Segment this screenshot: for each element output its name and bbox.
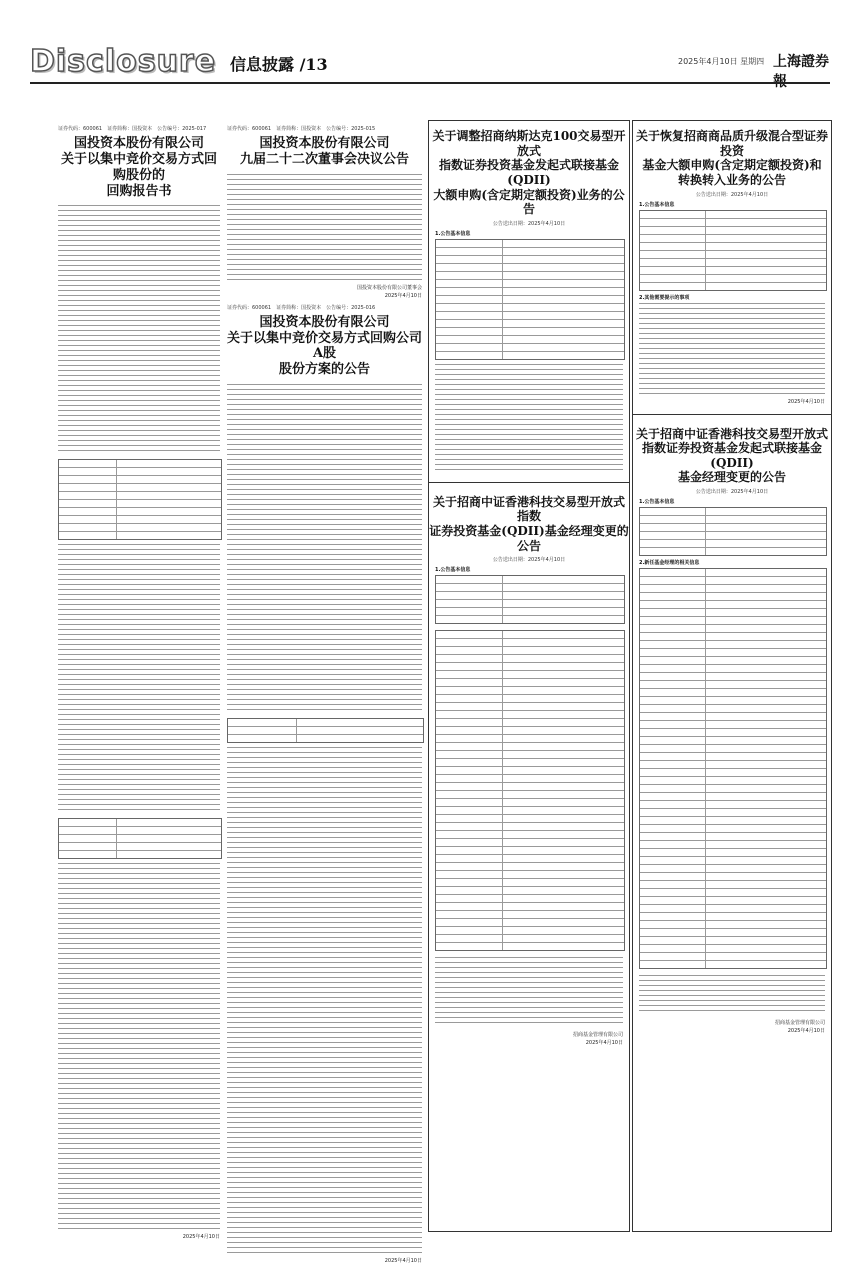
signature-date: 2025年4月10日 — [384, 292, 422, 299]
signature-date: 2025年4月10日 — [585, 1040, 623, 1047]
stock-codes: 证券代码：600061 证券简称：国投资本 公告编号：2025-016 — [227, 304, 376, 311]
notice-title — [58, 136, 220, 199]
notice-title — [227, 315, 422, 378]
body-text — [435, 364, 623, 474]
title-line: 国投资本股份有限公司 — [259, 136, 390, 151]
notice-title — [429, 129, 629, 217]
title-line: 关于以集中竞价交易方式回购公司A股 — [227, 330, 423, 362]
body-text — [227, 174, 422, 284]
notice-title — [429, 495, 629, 554]
repurchase-table — [58, 459, 222, 540]
column-4-notices — [632, 120, 832, 1232]
column-1 — [58, 125, 220, 1241]
title-line: 关于调整招商纳斯达克100交易型开放式 — [432, 129, 626, 158]
section-heading: 2.新任基金经理的相关信息 — [639, 560, 700, 566]
title-line: 关于招商中证香港科技交易型开放式 — [635, 426, 828, 441]
signature-date: 2025年4月10日 — [384, 1258, 422, 1265]
fund-info-table — [435, 239, 625, 360]
stock-codes: 证券代码：600061 证券简称：国投资本 公告编号：2025-015 — [227, 126, 376, 132]
signature-date: 2025年4月10日 — [787, 1028, 825, 1034]
title-line: 国投资本股份有限公司 — [259, 314, 390, 330]
fund-info-table — [639, 507, 827, 556]
section-title: 信息披露 /13 — [230, 55, 328, 74]
publish-date: 公告送出日期：2025年4月10日 — [695, 489, 769, 495]
section-heading: 1.公告基本信息 — [435, 230, 471, 237]
body-text — [639, 975, 825, 1015]
title-line: 关于招商中证香港科技交易型开放式指数 — [432, 494, 625, 524]
body-text — [58, 205, 220, 455]
fund-info-table — [435, 575, 625, 624]
issue-date: 2025年4月10日 星期四 — [678, 57, 765, 66]
section-heading: 2.其他需要提示的事项 — [639, 294, 690, 301]
column-3-notices — [428, 120, 630, 1232]
section-heading: 1.公告基本信息 — [639, 499, 675, 505]
title-line: 证券投资基金(QDII)基金经理变更的公告 — [429, 524, 629, 553]
title-line: 关于恢复招商商品质升级混合型证券投资 — [635, 129, 828, 158]
title-line: 九届二十二次董事会决议公告 — [239, 151, 409, 167]
title-line: 基金大额申购(含定期定额投资)和 — [642, 158, 822, 173]
publish-date: 公告送出日期：2025年4月10日 — [492, 220, 566, 227]
body-text — [435, 957, 623, 1027]
masthead-rule — [30, 82, 830, 84]
publish-date: 公告送出日期：2025年4月10日 — [695, 191, 769, 198]
shareholding-table — [58, 818, 222, 859]
title-line: 基金经理变更的公告 — [677, 470, 786, 485]
title-line: 股份方案的公告 — [278, 362, 370, 378]
fund-info-table — [639, 210, 827, 291]
title-line: 指数证券投资基金发起式联接基金(QDII) — [438, 158, 619, 187]
disclosure-logo: Disclosure — [30, 44, 217, 79]
body-text — [58, 544, 220, 814]
signature: 招商基金管理有限公司 — [774, 1020, 825, 1026]
notice-divider — [429, 482, 629, 483]
publish-date: 公告送出日期：2025年4月10日 — [492, 557, 566, 564]
section-heading: 1.公告基本信息 — [435, 567, 471, 574]
manager-info-table — [639, 568, 827, 969]
title-line: 转换转入业务的公告 — [677, 172, 786, 187]
notice-title — [633, 129, 831, 188]
title-line: 回购报告书 — [106, 183, 172, 199]
newspaper-name: 上海證券報 — [773, 54, 829, 90]
title-line: 国投资本股份有限公司 — [73, 136, 204, 151]
stock-codes: 证券代码：600061 证券简称：国投资本 公告编号：2025-017 — [58, 126, 207, 132]
body-text — [639, 303, 825, 398]
title-line: 指数证券投资基金发起式联接基金(QDII) — [641, 441, 822, 470]
signature: 国投资本股份有限公司董事会 — [356, 284, 422, 291]
title-line: 关于以集中竞价交易方式回购股份的 — [60, 151, 217, 183]
body-text — [58, 863, 220, 1233]
masthead — [30, 42, 830, 90]
notice-title — [227, 136, 422, 168]
signature: 招商基金管理有限公司 — [572, 1032, 623, 1039]
column-2 — [227, 125, 422, 1265]
notice-divider — [633, 414, 831, 415]
body-text — [227, 384, 422, 714]
section-heading: 1.公告基本信息 — [639, 201, 675, 208]
manager-info-table — [435, 630, 625, 951]
signature-date: 2025年4月10日 — [787, 398, 825, 405]
plan-table — [227, 718, 424, 743]
body-text — [227, 747, 422, 1257]
title-line: 大额申购(含定期定额投资)业务的公告 — [433, 187, 625, 217]
signature-date: 2025年4月10日 — [182, 1234, 220, 1241]
notice-title — [633, 427, 831, 486]
